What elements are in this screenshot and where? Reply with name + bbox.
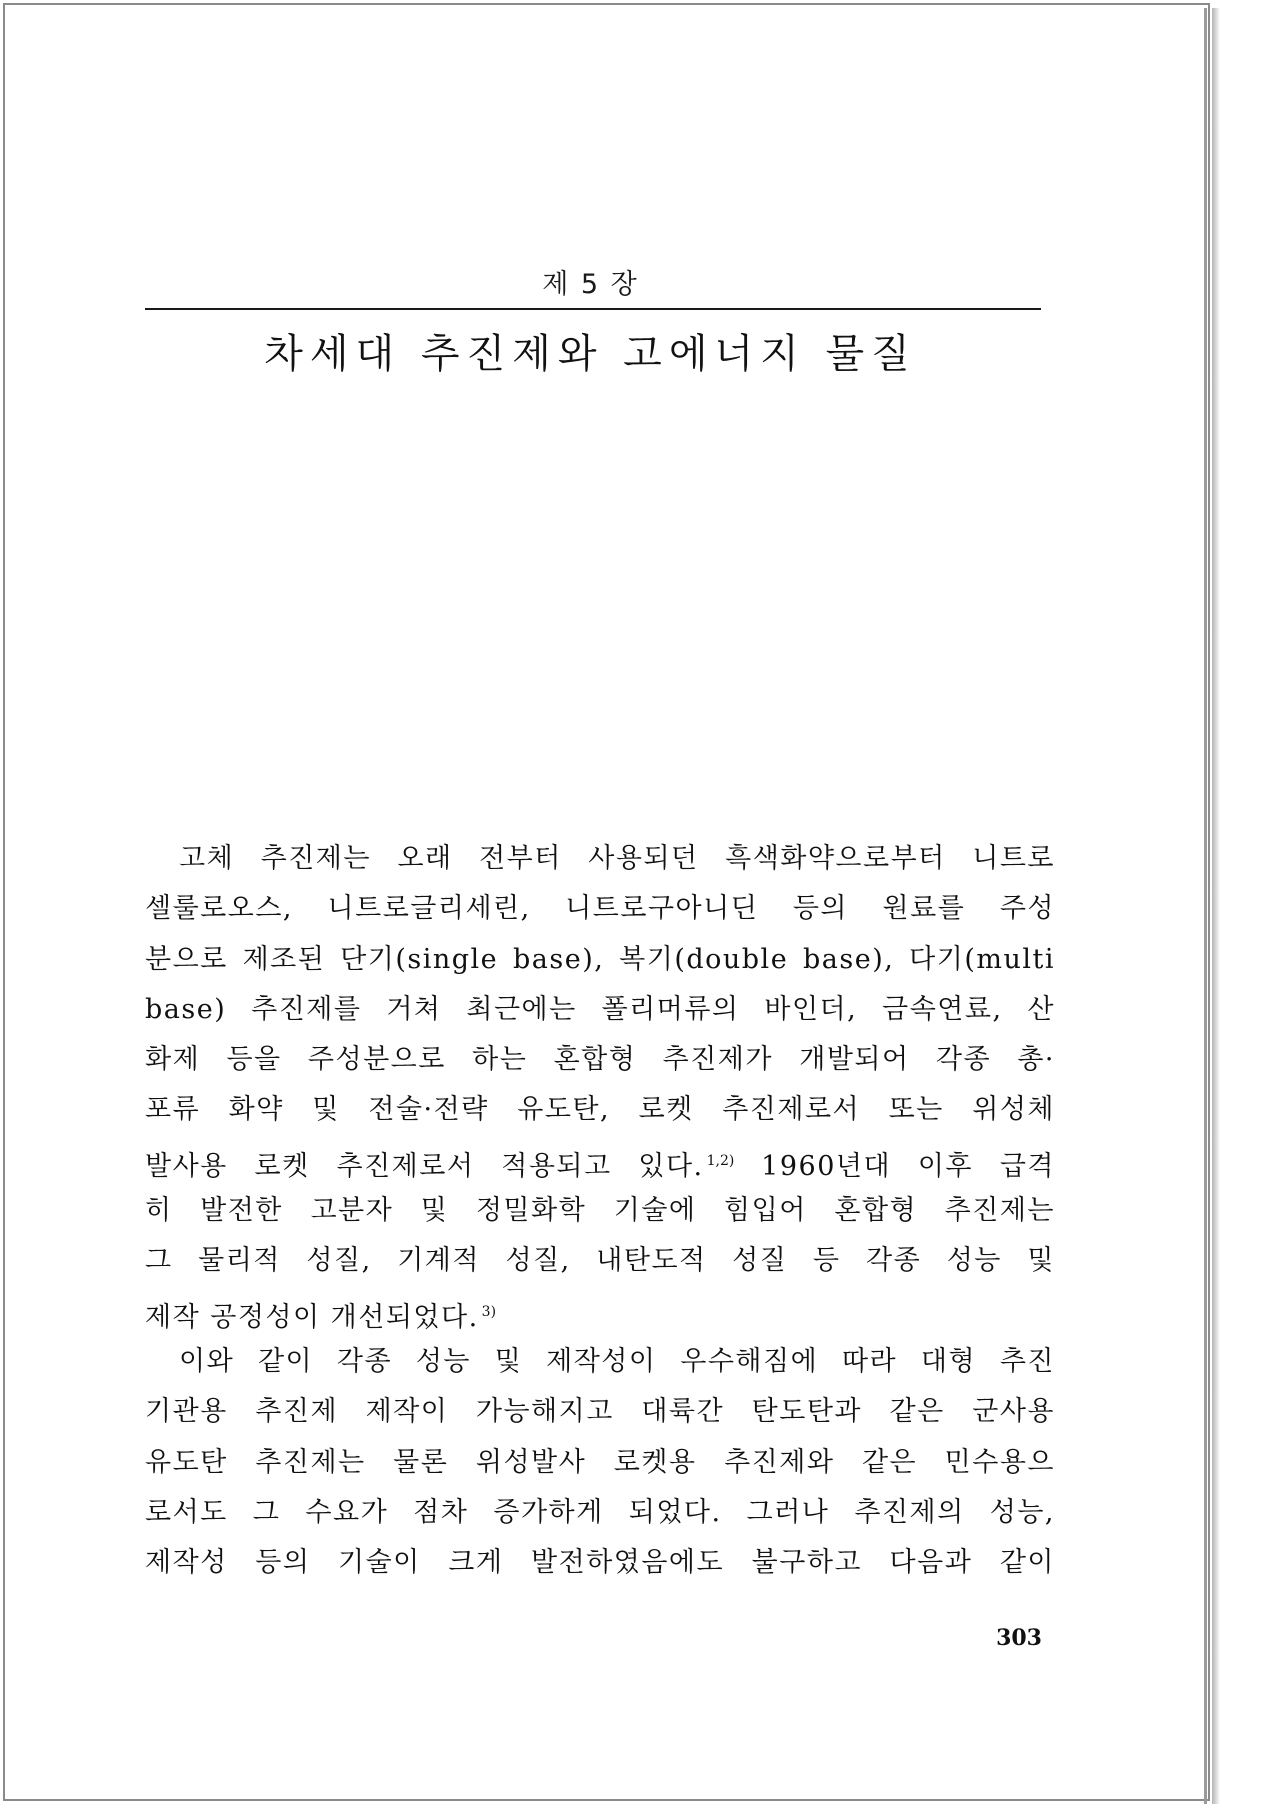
text-line: 제작성 등의 기술이 크게 발전하였음에도 불구하고 다음과 같이: [145, 1547, 1055, 1579]
text-line: 유도탄 추진제는 물론 위성발사 로켓용 추진제와 같은 민수용으: [145, 1446, 1055, 1478]
chapter-number: 제 5 장: [542, 269, 639, 300]
footnote-ref: 3): [481, 1303, 497, 1320]
text-line: 그 물리적 성질, 기계적 성질, 내탄도적 성질 등 각종 성능 및: [145, 1245, 1055, 1277]
chapter-title: 차세대 추진제와 고에너지 물질: [264, 331, 917, 377]
text-line: 제작 공정성이 개선되었다. $^{3)}$: [145, 1301, 497, 1333]
text-line: 발사용 로켓 추진제로서 적용되고 있다. $^{1,2)}$ 1960년대 이후 급격: [145, 1150, 1055, 1182]
page-number: 303: [996, 1625, 1042, 1651]
text-line-tail: 1960년대 이후 급격: [761, 1150, 1055, 1182]
page-shadow: [1212, 8, 1220, 1804]
chapter-divider: [145, 308, 1041, 310]
text-line: 셀룰로오스, 니트로글리세린, 니트로구아니딘 등의 원료를 주성: [145, 893, 1055, 925]
footnote-ref: 1,2): [706, 1152, 735, 1169]
text-line: 로서도 그 수요가 점차 증가하게 되었다. 그러나 추진제의 성능,: [145, 1496, 1055, 1528]
page-edge: [1204, 8, 1207, 1804]
text-line: 포류 화약 및 전술·전략 유도탄, 로켓 추진제로서 또는 위성체: [145, 1094, 1055, 1126]
text-line: 화제 등을 주성분으로 하는 혼합형 추진제가 개발되어 각종 총·: [145, 1044, 1055, 1076]
text-line: 고체 추진제는 오래 전부터 사용되던 흑색화약으로부터 니트로: [179, 843, 1055, 874]
text-line: base) 추진제를 거쳐 최근에는 폴리머류의 바인더, 금속연료, 산: [145, 993, 1055, 1025]
text-line: 분으로 제조된 단기(single base), 복기(double base), 다기(multi: [145, 943, 1055, 975]
text-line: 이와 같이 각종 성능 및 제작성이 우수해짐에 따라 대형 추진: [179, 1345, 1055, 1377]
body-paragraphs: [145, 834, 1055, 1588]
text-line: 히 발전한 고분자 및 정밀화학 기술에 힘입어 혼합형 추진제는: [145, 1195, 1055, 1227]
text-line: 기관용 추진제 제작이 가능해지고 대륙간 탄도탄과 같은 군사용: [145, 1396, 1055, 1428]
